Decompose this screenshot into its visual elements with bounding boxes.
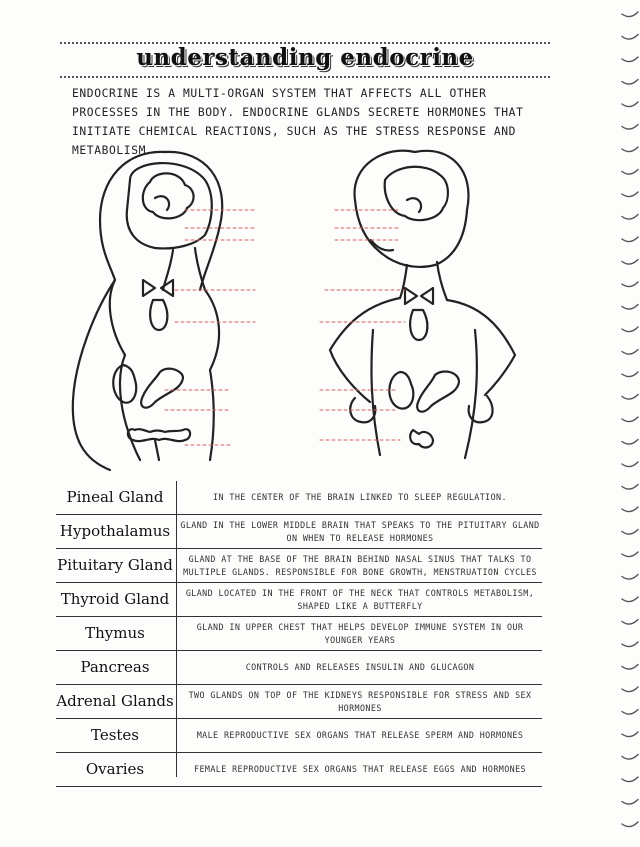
spiral-coil (622, 485, 638, 490)
spiral-coil (622, 305, 638, 310)
gland-description: GLAND AT THE BASE OF THE BRAIN BEHIND NASAL SINUS THAT TALKS TO MULTIPLE GLANDS. RESPONSIBLE FOR BONE GROWTH, MENSTRUATION CYCLES (183, 553, 537, 577)
gland-table (56, 481, 542, 787)
spiral-coil (622, 732, 638, 737)
spiral-coil (622, 80, 638, 85)
spiral-coil (622, 215, 638, 220)
page-title: understanding endocrine (136, 44, 474, 71)
table-row (56, 481, 542, 515)
spiral-coil (622, 710, 638, 715)
spiral-coil (622, 35, 638, 40)
spiral-coil (622, 12, 638, 17)
spiral-coil (622, 237, 638, 242)
spiral-coil (622, 147, 638, 152)
spiral-coil (622, 755, 638, 760)
spiral-coil (622, 192, 638, 197)
gland-name: Pancreas (80, 658, 150, 676)
spiral-coil (622, 395, 638, 400)
gland-name: Ovaries (85, 760, 145, 778)
spiral-coil (622, 800, 638, 805)
spiral-coil (622, 260, 638, 265)
spiral-coil (622, 57, 638, 62)
table-row (56, 583, 542, 617)
spiral-coil (622, 440, 638, 445)
table-row (56, 685, 542, 719)
spiral-coil (622, 125, 638, 130)
gland-description: FEMALE REPRODUCTIVE SEX ORGANS THAT RELEASE EGGS AND HORMONES (194, 764, 526, 774)
spiral-coil (622, 350, 638, 355)
female-figure (73, 152, 222, 470)
gland-name: Pituitary Gland (57, 556, 173, 574)
spiral-coil (622, 530, 638, 535)
spiral-coil (622, 102, 638, 107)
spiral-coil (622, 642, 638, 647)
table-row (56, 651, 542, 685)
gland-description: GLAND IN UPPER CHEST THAT HELPS DEVELOP IMMUNE SYSTEM IN OUR YOUNGER YEARS (196, 621, 524, 645)
table-row (56, 719, 542, 753)
spiral-coil (622, 665, 638, 670)
gland-name: Adrenal Glands (56, 692, 174, 710)
table-row (56, 617, 542, 651)
title-dotted-rule (60, 76, 550, 78)
gland-name: Thymus (85, 624, 145, 642)
gland-description: IN THE CENTER OF THE BRAIN LINKED TO SLEEP REGULATION. (213, 492, 507, 502)
spiral-coil (622, 282, 638, 287)
spiral-coil (622, 552, 638, 557)
spiral-coil (622, 462, 638, 467)
gland-name: Pineal Gland (66, 488, 164, 506)
gland-description: MALE REPRODUCTIVE SEX ORGANS THAT RELEASE SPERM AND HORMONES (196, 730, 524, 740)
spiral-coil (622, 417, 638, 422)
spiral-coil (622, 620, 638, 625)
spiral-coil (622, 372, 638, 377)
spiral-coil (622, 575, 638, 580)
endocrine-illustration (55, 140, 555, 480)
gland-name: Thyroid Gland (60, 590, 170, 608)
spiral-coil (622, 687, 638, 692)
spiral-coil (622, 597, 638, 602)
spiral-coil (622, 777, 638, 782)
gland-description: GLAND IN THE LOWER MIDDLE BRAIN THAT SPEAKS TO THE PITUITARY GLAND ON WHEN TO RELEASE HORMONES (180, 519, 540, 543)
leader-lines (165, 210, 405, 445)
spiral-coil (622, 822, 638, 827)
male-figure (330, 151, 515, 458)
table-row (56, 549, 542, 583)
gland-name: Hypothalamus (59, 522, 171, 540)
table-row (56, 515, 542, 549)
intro-paragraph: ENDOCRINE IS A MULTI-ORGAN SYSTEM THAT AFFECTS ALL OTHER PROCESSES IN THE BODY. ENDOCRINE GLANDS SECRETE HORMONES THAT INITIATE CHEMICAL REACTIONS, SUCH AS THE STRESS RESPONSE AND METABOLISM. (72, 87, 524, 157)
table-row (56, 753, 542, 787)
gland-description: CONTROLS AND RELEASES INSULIN AND GLUCAGON (245, 662, 475, 672)
gland-name: Testes (90, 726, 140, 744)
gland-description: TWO GLANDS ON TOP OF THE KIDNEYS RESPONSIBLE FOR STRESS AND SEX HORMONES (188, 689, 532, 713)
gland-description: GLAND LOCATED IN THE FRONT OF THE NECK THAT CONTROLS METABOLISM, SHAPED LIKE A BUTTERFLY (185, 587, 535, 611)
spiral-coil (622, 170, 638, 175)
spiral-coil (622, 327, 638, 332)
spiral-binding (560, 0, 640, 847)
table-column-divider (176, 481, 177, 777)
spiral-coil (622, 507, 638, 512)
